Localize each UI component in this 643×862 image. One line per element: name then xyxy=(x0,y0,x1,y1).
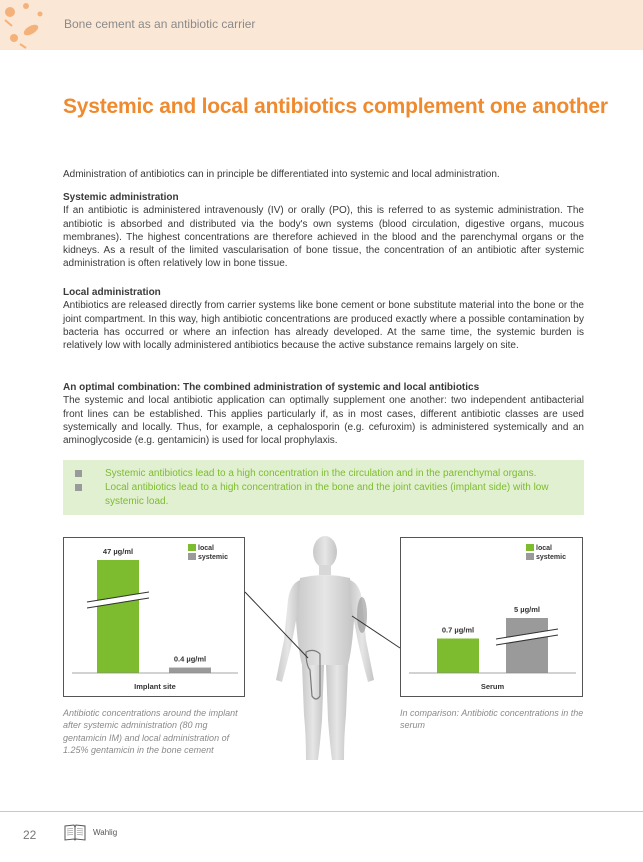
legend-label: systemic xyxy=(536,554,566,561)
chart-implant-site xyxy=(63,537,245,697)
highlight-text: Systemic antibiotics lead to a high concentration in the circulation and in the parenchymal organs. xyxy=(105,468,537,479)
human-body-figure xyxy=(240,520,410,770)
section-heading: Local administration xyxy=(63,287,161,298)
caption-left: Antibiotic concentrations around the implant after systemic administration (80 mg gentamicin IM) and local administration of 1.25% gentamicin in the bone cement xyxy=(63,708,238,755)
data-label: 0.7 µg/ml xyxy=(441,625,475,635)
legend-label: systemic xyxy=(198,554,228,561)
x-axis-label: Serum xyxy=(480,682,505,691)
section-heading: Systemic administration xyxy=(63,192,179,203)
data-label: 47 µg/ml xyxy=(102,547,134,556)
section-systemic xyxy=(63,191,584,271)
footer-divider xyxy=(0,811,643,812)
bar-local xyxy=(437,639,479,674)
header-title: Bone cement as an antibiotic carrier xyxy=(64,17,256,31)
section-local xyxy=(63,286,584,352)
legend-label: local xyxy=(536,545,552,552)
book-icon xyxy=(64,823,86,841)
legend-swatch-local xyxy=(526,544,534,551)
bar-systemic xyxy=(169,668,211,673)
section-text: The systemic and local antibiotic application can optimally supplement one another: two independent antibacterial front lines can be established. This applies particularly if, as in most cases, different antibiotic classes are used systemically and locally. Thus, for example, a cephalosporin (e.g. cefuroxim) is administered systemically and an aminoglycoside (e.g. gentamicin) is used for local prophylaxis. xyxy=(63,395,584,447)
square-bullet-icon xyxy=(75,470,82,477)
highlight-text: Local antibiotics lead to a high concentration in the bone and the joint cavities (implant side) with low systemic load. xyxy=(105,482,549,507)
legend-swatch-local xyxy=(188,544,196,551)
bar-local xyxy=(97,560,139,673)
header-band xyxy=(0,0,643,50)
page-number: 22 xyxy=(23,828,37,842)
legend-swatch-systemic xyxy=(526,553,534,560)
intro-paragraph: Administration of antibiotics can in principle be differentiated into systemic and local administration. xyxy=(63,169,500,180)
legend-swatch-systemic xyxy=(188,553,196,560)
bar-systemic xyxy=(506,618,548,673)
section-combination xyxy=(63,381,584,447)
footer-reference: Wahlig xyxy=(93,828,118,837)
chart-serum-svg xyxy=(401,538,584,698)
legend-label: local xyxy=(198,545,214,552)
page-title: Systemic and local antibiotics complement one another xyxy=(63,95,608,118)
highlight-item xyxy=(75,481,574,508)
highlight-box xyxy=(63,460,584,515)
bacteria-decoration-icon xyxy=(0,0,46,50)
highlight-item xyxy=(75,467,574,480)
section-heading: An optimal combination: The combined administration of systemic and local antibiotics xyxy=(63,382,480,393)
x-axis-label: Implant site xyxy=(134,682,176,691)
section-text: Antibiotics are released directly from carrier systems like bone cement or bone substitute material into the bone or the joint compartment. In this way, high antibiotic concentrations are produced exactly where a possible contamination by bacteria has occurred or where an infection has already developed. At the same time, the systemic burden is relatively low with locally administered antibiotics because the active substance remains largely on site. xyxy=(63,300,584,352)
data-label: 5 µg/ml xyxy=(514,605,540,614)
data-label: 0.4 µg/ml xyxy=(173,654,207,664)
chart-implant-site-svg xyxy=(64,538,246,698)
section-text: If an antibiotic is administered intravenously (IV) or orally (PO), this is referred to as systemic administration. The antibiotic is absorbed and distributed via the body's own systems (blood circulation, digestive organs, mucous membranes). The highest concentrations are therefore achieved in the blood and the parenchymal organs or the kidneys. As a result of the limited vascularisation of bone tissue, the concentration of an antibiotic after systemic administration is often relatively low in bone tissue. xyxy=(63,205,584,270)
caption-right: In comparison: Antibiotic concentrations in the serum xyxy=(400,708,584,731)
square-bullet-icon xyxy=(75,484,82,491)
chart-serum xyxy=(400,537,583,697)
